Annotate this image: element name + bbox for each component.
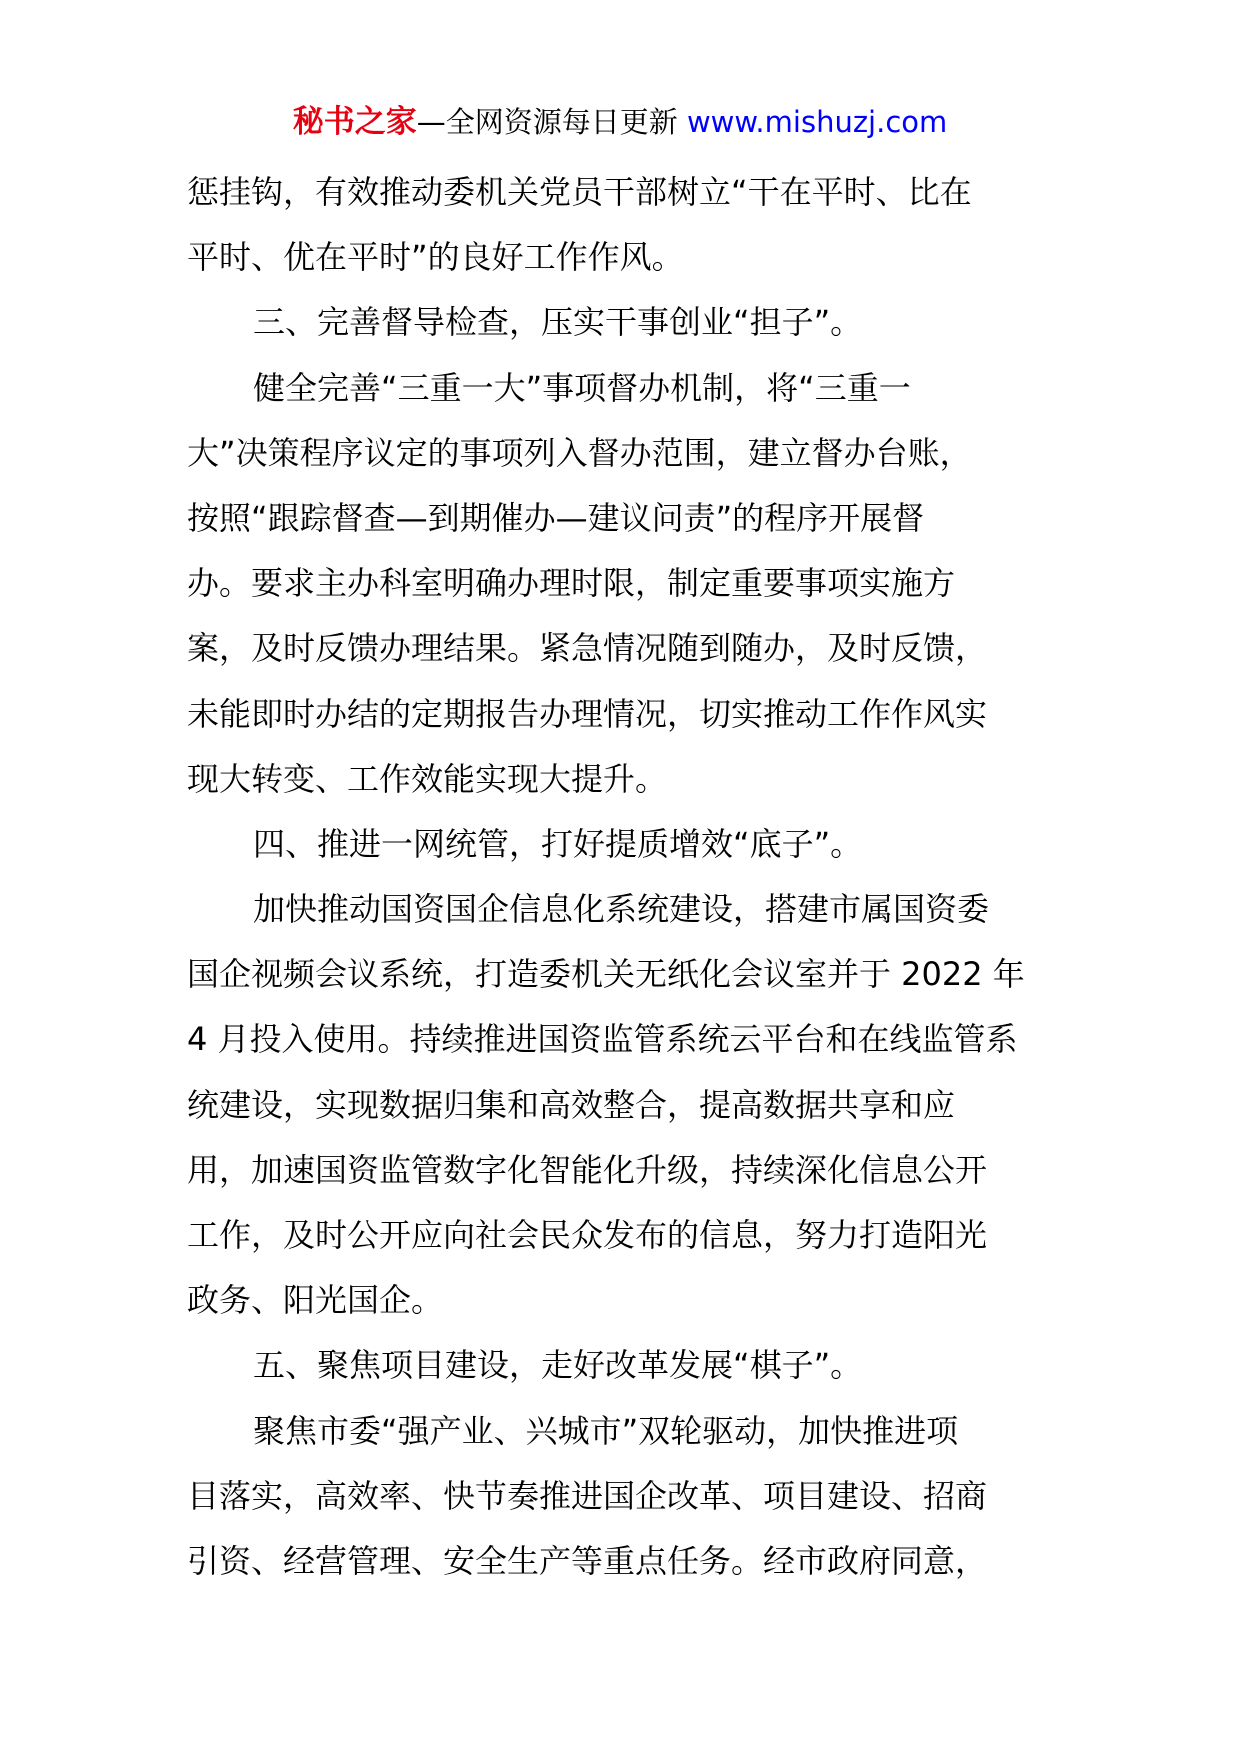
paragraph-line: 惩挂钩，有效推动委机关党员干部树立“干在平时、比在 (187, 173, 972, 211)
site-brand: 秘书之家 (292, 104, 417, 140)
section-heading-3: 三、完善督导检查，压实干事创业“担子”。 (253, 303, 863, 342)
paragraph-line: 政务、阳光国企。 (187, 1281, 444, 1320)
paragraph-line: 办。要求主办科室明确办理时限，制定重要事项实施方 (187, 564, 956, 603)
section-heading-5: 五、聚焦项目建设，走好改革发展“棋子”。 (253, 1346, 863, 1385)
paragraph-line: 未能即时办结的定期报告办理情况，切实推动工作作风实 (187, 694, 988, 733)
site-url-link[interactable]: www.mishuzj.com (686, 105, 948, 139)
paragraph-line: 用，加速国资监管数字化智能化升级，持续深化信息公开 (187, 1150, 988, 1189)
paragraph-line: 统建设，实现数据归集和高效整合，提高数据共享和应 (187, 1085, 956, 1124)
paragraph-line: 加快推动国资国企信息化系统建设，搭建市属国资委 (253, 890, 990, 929)
paragraph-line: 按照“跟踪督查—到期催办—建议问责”的程序开展督 (187, 498, 925, 537)
paragraph-line: 健全完善“三重一大”事项督办机制，将“三重一 (253, 368, 911, 407)
site-tagline: —全网资源每日更新 (416, 105, 687, 139)
paragraph-line: 大”决策程序议定的事项列入督办范围，建立督办台账， (187, 433, 972, 472)
paragraph-line: 引资、经营管理、安全生产等重点任务。经市政府同意， (187, 1541, 988, 1580)
paragraph-line: 平时、优在平时”的良好工作作风。 (187, 238, 684, 277)
site-header (0, 102, 1240, 142)
paragraph-line: 国企视频会议系统，打造委机关无纸化会议室并于 2022 年 (187, 955, 1025, 994)
paragraph-line: 案，及时反馈办理结果。紧急情况随到随办，及时反馈， (187, 629, 988, 668)
paragraph-line: 4 月投入使用。持续推进国资监管系统云平台和在线监管系 (187, 1020, 1018, 1059)
paragraph-line: 工作，及时公开应向社会民众发布的信息，努力打造阳光 (187, 1216, 988, 1254)
section-heading-4: 四、推进一网统管，打好提质增效“底子”。 (253, 824, 863, 863)
paragraph-line: 聚焦市委“强产业、兴城市”双轮驱动，加快推进项 (253, 1411, 959, 1450)
paragraph-line: 目落实，高效率、快节奏推进国企改革、项目建设、招商 (187, 1476, 988, 1515)
document-body (187, 160, 1053, 1594)
paragraph-line: 现大转变、工作效能实现大提升。 (187, 759, 668, 798)
